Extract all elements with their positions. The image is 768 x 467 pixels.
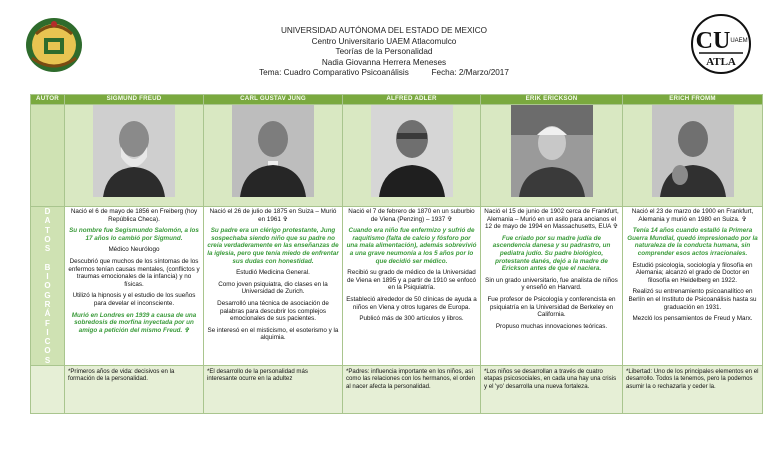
fromm-portrait-image — [652, 105, 734, 197]
side-letter: C — [44, 337, 51, 347]
side-letter: B — [44, 262, 51, 272]
bio-paragraph: Médico Neurólogo — [108, 246, 160, 254]
bio-paragraph: Su nombre fue Segismundo Salomón, a los 17 años lo cambió por Sigmund. — [69, 227, 199, 242]
side-letter: T — [45, 225, 50, 235]
biography-row — [31, 207, 763, 366]
bio-paragraph: Mezcló los pensamientos de Freud y Marx. — [632, 315, 753, 323]
freud-portrait-image — [93, 105, 175, 197]
fromm-bio-cell — [623, 207, 763, 366]
side-letter — [31, 253, 64, 262]
bio-paragraph: Recibió su grado de médico de la Universidad de Viena en 1895 y a partir de 1910 se enfocó en la Psiquiatría. — [346, 269, 477, 292]
bio-paragraph: Publicó más de 300 artículos y libros. — [359, 315, 464, 323]
column-header-autor: AUTOR — [31, 95, 65, 105]
course-name: Teorías de la Personalidad — [335, 47, 433, 57]
vertical-label — [31, 207, 64, 365]
atla-logo-letters: ATLA — [706, 56, 736, 68]
bio-paragraph: Nació el 15 de junio de 1902 cerca de Frankfurt, Alemania – Murió en un asilo para ancianos el 12 de mayo de 1994 en Massachusetts, EUA ✞ — [484, 208, 619, 231]
university-name: UNIVERSIDAD AUTÓNOMA DEL ESTADO DE MEXICO — [280, 26, 488, 35]
bio-paragraph: Nació el 26 de julio de 1875 en Suiza – Murió en 1961 ✞ — [209, 208, 337, 223]
column-header-erickson: ERIK ERICKSON — [481, 95, 623, 105]
freud-note: *Primeros años de vida: decisivos en la formación de la personalidad. — [65, 366, 204, 414]
bio-paragraph: Su padre era un clérigo protestante, Jung sospechaba siendo niño que su padre no creía verdaderamente en las enseñanzas de la iglesia, pero que tenía miedo de enfrentar sus dudas con honestidad. — [207, 227, 339, 265]
side-letter: I — [46, 272, 49, 282]
erickson-photo-cell — [481, 105, 623, 207]
fromm-photo-cell — [623, 105, 763, 207]
cu-atla-logo — [690, 12, 752, 76]
side-letter: G — [44, 290, 51, 300]
jung-photo-cell — [204, 105, 343, 207]
bio-paragraph: Estableció alrededor de 50 clínicas de ayuda a niños en Viena y otros lugares de Europa. — [346, 295, 477, 311]
jung-note: *El desarrollo de la personalidad más interesante ocurre en la adultez — [204, 366, 343, 414]
campus-name: Centro Universitario UAEM Atlacomulco — [311, 36, 457, 46]
topic-and-date: Tema: Cuadro Comparativo Psicoanálisis Fecha: 2/Marzo/2017 — [259, 68, 509, 78]
header-row — [31, 95, 763, 105]
erickson-bio-cell — [481, 207, 623, 366]
footer-row — [31, 366, 763, 414]
bio-paragraph: Cuando era niño fue enfermizo y sufrió de raquitismo (falta de calcio y fósforo por una mala alimentación), además sobrevivió a una grave neumonía a los 5 años por lo que decidió ser médico. — [346, 227, 477, 265]
bio-paragraph: Nació el 7 de febrero de 1870 en un suburbio de Viena (Penzing) – 1937 ✞ — [348, 208, 475, 223]
column-header-fromm: ERICH FROMM — [623, 95, 763, 105]
bio-paragraph: Estudió psicología, sociología y filosofía en Alemania; alcanzó el grado de Doctor en filosofía en Heidelberg en 1922. — [632, 261, 753, 284]
bio-paragraph: Nació el 23 de marzo de 1900 en Frankfurt, Alemania y murió en 1980 en Suiza. ✞ — [631, 208, 754, 223]
adler-portrait-image — [371, 105, 453, 197]
freud-bio-cell — [65, 207, 204, 366]
bio-paragraph: Tenía 14 años cuando estalló la Primera Guerra Mundial, quedó impresionado por la naturaleza de la conducta humana, sin comprender esos actos irracionales. — [627, 227, 758, 257]
side-letter: R — [44, 299, 51, 309]
side-letter: S — [44, 244, 51, 254]
bio-paragraph: Propuso muchas innovaciones teóricas. — [495, 322, 608, 330]
fromm-note: *Libertad: Uno de los principales elementos en el desarrollo. Todos la tenemos, pero la podemos asumir la o rechazarla y ceder la. — [623, 366, 763, 414]
bio-paragraph: Como joven psiquiatra, dio clases en la Universidad de Zurich. — [218, 280, 328, 296]
side-letter: A — [44, 216, 51, 226]
bio-paragraph: Estudió Medicina General. — [236, 269, 310, 277]
adler-note: *Padres: influencia importante en los niños, así como las relaciones con los hermanos, el orden al nacer afecta la personalidad. — [343, 366, 481, 414]
erickson-note: *Los niños se desarrollan a través de cuatro etapas psicosociales, en cada una hay una crisis y el 'yo' desarrolla una nueva fortaleza. — [481, 366, 623, 414]
uaem-seal-logo — [22, 14, 86, 76]
bio-paragraph: Se interesó en el misticismo, el esoterismo y la alquimia. — [207, 326, 339, 342]
jung-portrait-image — [232, 105, 314, 197]
footer-row-side — [31, 366, 65, 414]
column-header-adler: ALFRED ADLER — [343, 95, 481, 105]
photo-row-side — [31, 105, 65, 207]
student-name: Nadia Giovanna Herrera Meneses — [321, 57, 447, 67]
bio-paragraph: Fue profesor de Psicología y conferencista en psiquiatría en la Universidad de Berkeley en California. — [487, 295, 616, 319]
side-letter: I — [46, 327, 49, 337]
column-header-freud: SIGMUND FREUD — [65, 95, 204, 105]
adler-photo-cell — [343, 105, 481, 207]
side-letter: O — [44, 346, 51, 356]
side-letter: Á — [44, 309, 51, 319]
side-letter: O — [44, 281, 51, 291]
comparison-table — [30, 94, 763, 414]
bio-paragraph: Descubrió que muchos de los síntomas de los enfermos tenían causas mentales, (conflictos y traumas emocionales de la infancia) y no físicas. — [68, 257, 200, 288]
side-letter: S — [44, 355, 51, 365]
freud-photo-cell — [65, 105, 204, 207]
header-text-block — [120, 26, 648, 79]
side-letter: D — [44, 207, 51, 216]
side-letter: F — [45, 318, 50, 328]
document-header — [0, 0, 768, 90]
erickson-portrait-image — [511, 105, 593, 197]
jung-bio-cell — [204, 207, 343, 366]
bio-paragraph: Desarrolló una técnica de asociación de palabras para descubrir los complejos emocionales de sus pacientes. — [217, 299, 329, 323]
column-header-jung: CARL GUSTAV JUNG — [204, 95, 343, 105]
bio-paragraph: Realizó su entrenamiento psicoanalítico en Berlín en el Instituto de Psicoanálisis hasta su graduación en 1931. — [628, 288, 757, 311]
side-letter: O — [44, 234, 51, 244]
bio-paragraph: Fue criado por su madre judía de ascendencia danesa y su padrastro, un pediatra judío. Su padre biológico, protestante danés, dejó a la madre de Erickson antes de que el naciera. — [492, 234, 611, 273]
bio-paragraph: Sin un grado universitario, fue analista de niños y enseñó en Harvard. — [485, 276, 618, 292]
cu-logo-letters: CU — [695, 28, 731, 54]
bio-paragraph: Nació el 6 de mayo de 1856 en Freiberg (hoy República Checa). — [70, 208, 198, 223]
bio-paragraph: Murió en Londres en 1939 a causa de una sobredosis de morfina inyectada por un amigo a petición del mismo Freud. ✞ — [71, 311, 197, 334]
bio-paragraph: Utilizó la hipnosis y el estudio de los sueños para develar el inconsciente. — [72, 292, 196, 307]
photo-row — [31, 105, 763, 207]
datos-biograficos-label — [31, 207, 65, 366]
uaem-logo-small: UAEM — [730, 38, 748, 44]
adler-bio-cell — [343, 207, 481, 366]
